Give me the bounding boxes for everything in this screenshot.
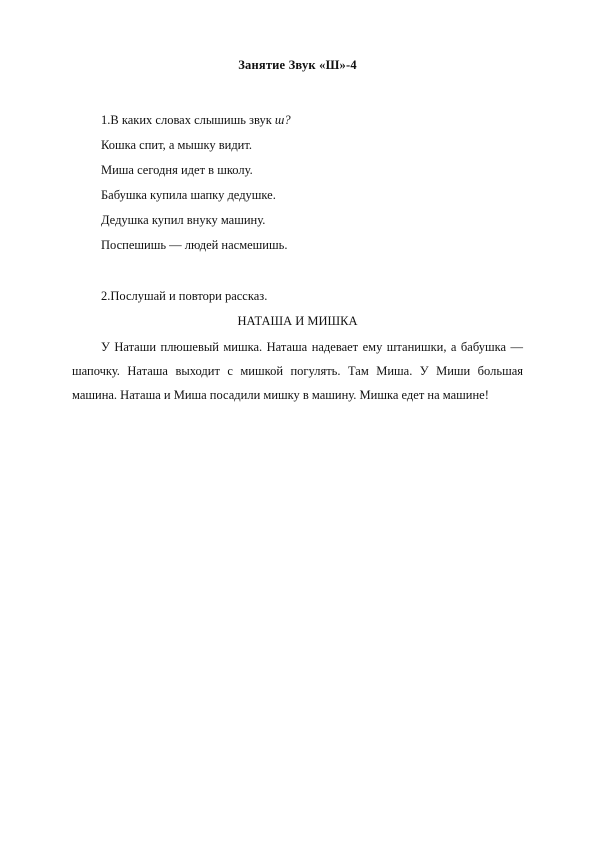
task1-line-1: Кошка спит, а мышку видит. xyxy=(101,138,253,152)
task1-line-2: Миша сегодня идет в школу. xyxy=(101,163,253,177)
task1-prompt-letter: ш? xyxy=(274,113,291,127)
task1-line-5: Поспешишь — людей насмешишь. xyxy=(101,238,288,252)
task1-prompt xyxy=(101,113,291,128)
task2-prompt: 2.Послушай и повтори рассказ. xyxy=(101,289,268,303)
task1-line-4: Дедушка купил внуку машину. xyxy=(101,213,266,227)
story-line-2: шапочку. Наташа выходит с мишкой погулять. Там Миша. У Миши большая xyxy=(72,364,523,378)
story-title: НАТАША И МИШКА xyxy=(237,314,358,328)
task1-prompt-text: 1.В каких словах слышишь звук xyxy=(101,113,275,127)
story-line-1: У Наташи плюшевый мишка. Наташа надевает ему штанишки, а бабушка — xyxy=(101,340,523,354)
story-line-3: машина. Наташа и Миша посадили мишку в машину. Мишка едет на машине! xyxy=(72,388,489,402)
task1-line-3: Бабушка купила шапку дедушке. xyxy=(101,188,276,202)
lesson-title: Занятие Звук «Ш»-4 xyxy=(238,58,357,72)
